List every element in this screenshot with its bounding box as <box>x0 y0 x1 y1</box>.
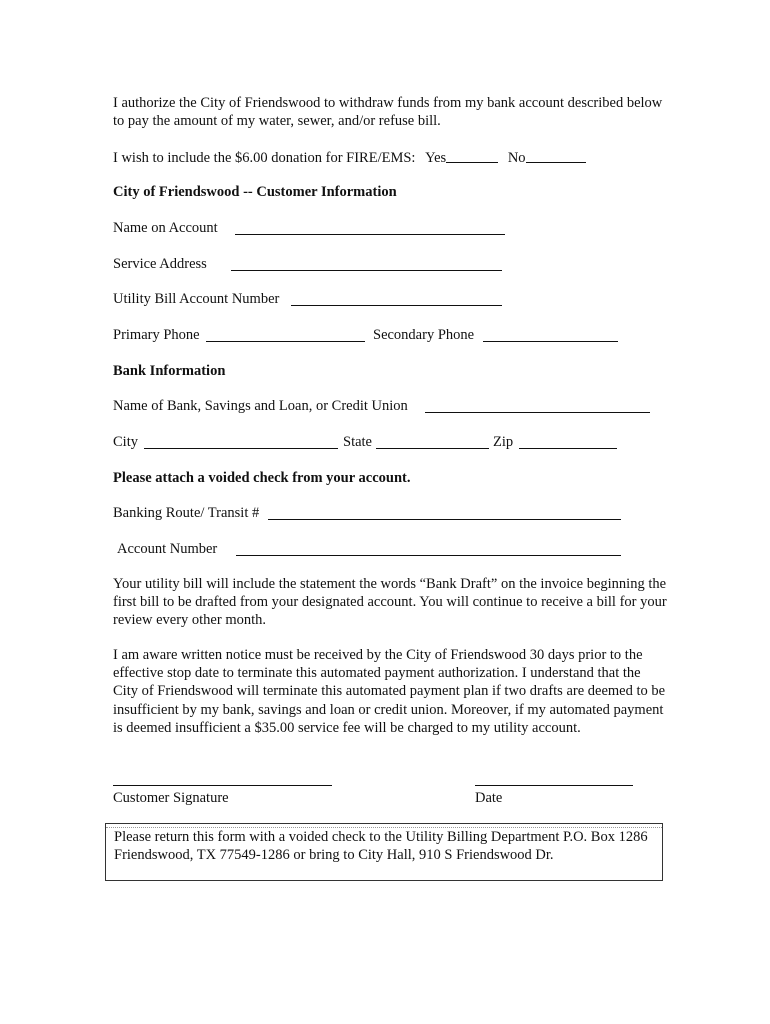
bank-draft-paragraph: Your utility bill will include the statement the words “Bank Draft” on the invoice beginning the first bill to be drafted from your designated account. You will continue to receive a bill for your review every other month. <box>113 576 667 629</box>
donation-text: I wish to include the $6.00 donation for FIRE/EMS: <box>113 150 416 166</box>
zip-label: Zip <box>493 434 514 450</box>
state-label: State <box>343 434 372 450</box>
service-address-label: Service Address <box>113 256 207 272</box>
termination-paragraph: I am aware written notice must be received by the City of Friendswood 30 days prior to the effective stop date to terminate this automated payment authorization. I understand that the City of Friendswood will terminate this automated payment plan if two drafts are deemed to be insufficient by my bank, savings and loan or credit union. Moreover, if my automated payment is deemed insufficient a $35.00 service fee will be charged to my utility account. <box>113 647 666 736</box>
customer-signature-label: Customer Signature <box>113 790 229 806</box>
customer-info-heading: City of Friendswood -- Customer Information <box>113 184 397 200</box>
utility-account-number-label: Utility Bill Account Number <box>113 291 280 307</box>
customer-signature-line[interactable] <box>113 785 332 786</box>
secondary-phone-label: Secondary Phone <box>373 327 475 343</box>
account-number-line[interactable] <box>236 555 621 556</box>
secondary-phone-line[interactable] <box>483 341 618 342</box>
bank-name-line[interactable] <box>425 412 650 413</box>
primary-phone-line[interactable] <box>206 341 365 342</box>
primary-phone-label: Primary Phone <box>113 327 200 343</box>
return-instructions-text: Please return this form with a voided check to the Utility Billing Department P.O. Box 1286 Friendswood, TX 77549-1286 or bring to City Hall, 910 S Friendswood Dr. <box>114 829 648 863</box>
routing-number-label: Banking Route/ Transit # <box>113 505 260 521</box>
bank-info-heading: Bank Information <box>113 363 226 379</box>
city-label: City <box>113 434 138 450</box>
voided-check-note: Please attach a voided check from your account. <box>113 470 411 486</box>
city-line[interactable] <box>144 448 338 449</box>
account-number-label: Account Number <box>117 541 218 557</box>
donation-yes-label: Yes <box>425 150 447 166</box>
donation-no-label: No <box>507 150 526 166</box>
return-instructions-box <box>105 823 663 881</box>
utility-account-number-line[interactable] <box>291 305 502 306</box>
name-on-account-label: Name on Account <box>113 220 218 236</box>
zip-line[interactable] <box>519 448 617 449</box>
authorization-paragraph: I authorize the City of Friendswood to withdraw funds from my bank account described below to pay the amount of my water, sewer, and/or refuse bill. <box>113 95 663 130</box>
name-on-account-line[interactable] <box>235 234 505 235</box>
date-label: Date <box>475 790 503 806</box>
date-line[interactable] <box>475 785 633 786</box>
donation-row <box>113 147 586 167</box>
service-address-line[interactable] <box>231 270 502 271</box>
routing-number-line[interactable] <box>268 519 621 520</box>
donation-yes-blank[interactable] <box>446 148 498 163</box>
donation-no-blank[interactable] <box>526 148 586 163</box>
bank-name-label: Name of Bank, Savings and Loan, or Credit Union <box>113 398 408 414</box>
state-line[interactable] <box>376 448 489 449</box>
